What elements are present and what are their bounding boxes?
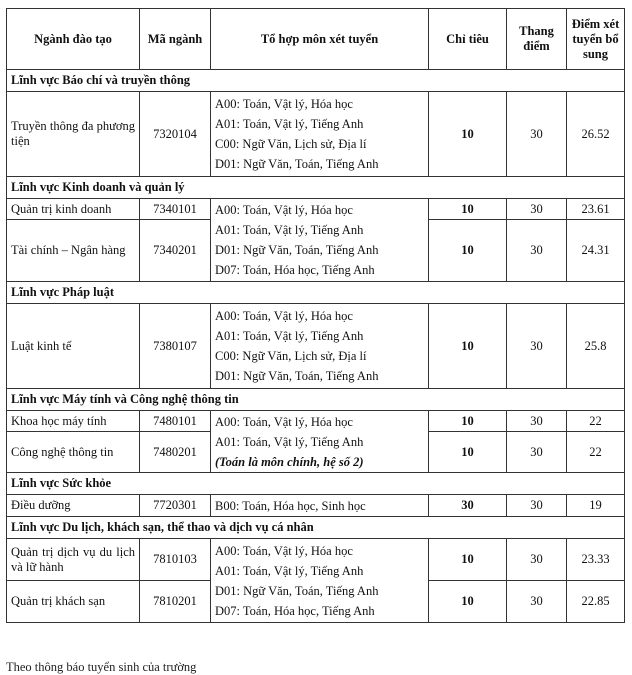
section-title: Lĩnh vực Báo chí và truyền thông	[7, 70, 625, 92]
combo-line: D01: Ngữ Văn, Toán, Tiếng Anh	[215, 157, 379, 171]
table-row	[7, 92, 625, 177]
combo-line: A01: Toán, Vật lý, Tiếng Anh	[215, 434, 364, 449]
score: 22	[567, 411, 625, 432]
quota: 10	[429, 432, 507, 473]
score: 23.33	[567, 539, 625, 581]
combo-line: A01: Toán, Vật lý, Tiếng Anh	[215, 223, 364, 237]
quota: 10	[429, 304, 507, 389]
combo-cell	[211, 495, 429, 517]
quota: 10	[429, 581, 507, 623]
admission-table	[6, 8, 625, 623]
major-name: Công nghệ thông tin	[7, 432, 140, 473]
score: 24.31	[567, 220, 625, 282]
score: 22	[567, 432, 625, 473]
scale: 30	[507, 304, 567, 389]
section-title: Lĩnh vực Kinh doanh và quản lý	[7, 177, 625, 199]
quota: 10	[429, 199, 507, 220]
combo-cell	[211, 411, 429, 473]
major-name: Quản trị kinh doanh	[7, 199, 140, 220]
scale: 30	[507, 220, 567, 282]
section-row	[7, 70, 625, 92]
combo-line: B00: Toán, Hóa học, Sinh học	[215, 498, 366, 513]
major-name: Truyền thông đa phương tiện	[7, 92, 140, 177]
combo-line: A00: Toán, Vật lý, Hóa học	[215, 97, 353, 111]
scale: 30	[507, 581, 567, 623]
major-name: Quản trị khách sạn	[7, 581, 140, 623]
scale: 30	[507, 411, 567, 432]
section-title: Lĩnh vực Sức khỏe	[7, 473, 625, 495]
combo-line: C00: Ngữ Văn, Lịch sử, Địa lí	[215, 137, 367, 151]
quota: 10	[429, 92, 507, 177]
major-name: Điều dưỡng	[7, 495, 140, 517]
section-row	[7, 473, 625, 495]
combo-line: A00: Toán, Vật lý, Hóa học	[215, 543, 353, 558]
header-chitieu: Chỉ tiêu	[429, 9, 507, 70]
combo-line: A01: Toán, Vật lý, Tiếng Anh	[215, 117, 364, 131]
score: 25.8	[567, 304, 625, 389]
scale: 30	[507, 199, 567, 220]
score: 22.85	[567, 581, 625, 623]
table-row	[7, 304, 625, 389]
score: 19	[567, 495, 625, 517]
major-code: 7810103	[140, 539, 211, 581]
quota: 10	[429, 220, 507, 282]
quota: 10	[429, 539, 507, 581]
score: 23.61	[567, 199, 625, 220]
combo-cell	[211, 199, 429, 282]
combo-cell	[211, 539, 429, 623]
scale: 30	[507, 432, 567, 473]
header-thang: Thang điểm	[507, 9, 567, 70]
section-row	[7, 517, 625, 539]
section-row	[7, 389, 625, 411]
quota: 30	[429, 495, 507, 517]
major-name: Luật kinh tế	[7, 304, 140, 389]
header-nganh: Ngành đào tạo	[7, 9, 140, 70]
major-name: Khoa học máy tính	[7, 411, 140, 432]
scale: 30	[507, 495, 567, 517]
table-row	[7, 539, 625, 581]
combo-note: (Toán là môn chính, hệ số 2)	[215, 454, 364, 469]
quota: 10	[429, 411, 507, 432]
major-name: Quản trị dịch vụ du lịch và lữ hành	[7, 539, 140, 581]
major-code: 7480201	[140, 432, 211, 473]
major-code: 7320104	[140, 92, 211, 177]
header-tohop: Tổ hợp môn xét tuyển	[211, 9, 429, 70]
scale: 30	[507, 539, 567, 581]
major-name: Tài chính – Ngân hàng	[7, 220, 140, 282]
combo-line: A01: Toán, Vật lý, Tiếng Anh	[215, 329, 364, 343]
table-row	[7, 411, 625, 432]
header-ma: Mã ngành	[140, 9, 211, 70]
table-row	[7, 495, 625, 517]
major-code: 7340201	[140, 220, 211, 282]
score: 26.52	[567, 92, 625, 177]
section-title: Lĩnh vực Máy tính và Công nghệ thông tin	[7, 389, 625, 411]
combo-line: D07: Toán, Hóa học, Tiếng Anh	[215, 603, 375, 618]
major-code: 7810201	[140, 581, 211, 623]
combo-line: D01: Ngữ Văn, Toán, Tiếng Anh	[215, 583, 379, 598]
major-code: 7480101	[140, 411, 211, 432]
section-row	[7, 282, 625, 304]
major-code: 7720301	[140, 495, 211, 517]
combo-line: A00: Toán, Vật lý, Hóa học	[215, 414, 353, 429]
combo-line: D07: Toán, Hóa học, Tiếng Anh	[215, 263, 375, 277]
major-code: 7340101	[140, 199, 211, 220]
section-row	[7, 177, 625, 199]
header-row	[7, 9, 625, 70]
combo-line: A00: Toán, Vật lý, Hóa học	[215, 309, 353, 323]
combo-line: A00: Toán, Vật lý, Hóa học	[215, 203, 353, 217]
major-code: 7380107	[140, 304, 211, 389]
section-title: Lĩnh vực Du lịch, khách sạn, thể thao và dịch vụ cá nhân	[7, 517, 625, 539]
table-row	[7, 199, 625, 220]
combo-line: C00: Ngữ Văn, Lịch sử, Địa lí	[215, 349, 367, 363]
header-diem: Điểm xét tuyển bổ sung	[567, 9, 625, 70]
footer-partial-text: Theo thông báo tuyển sinh của trường	[6, 660, 197, 674]
combo-cell	[211, 304, 429, 389]
combo-line: A01: Toán, Vật lý, Tiếng Anh	[215, 563, 364, 578]
combo-line: D01: Ngữ Văn, Toán, Tiếng Anh	[215, 369, 379, 383]
scale: 30	[507, 92, 567, 177]
combo-line: D01: Ngữ Văn, Toán, Tiếng Anh	[215, 243, 379, 257]
combo-cell	[211, 92, 429, 177]
section-title: Lĩnh vực Pháp luật	[7, 282, 625, 304]
